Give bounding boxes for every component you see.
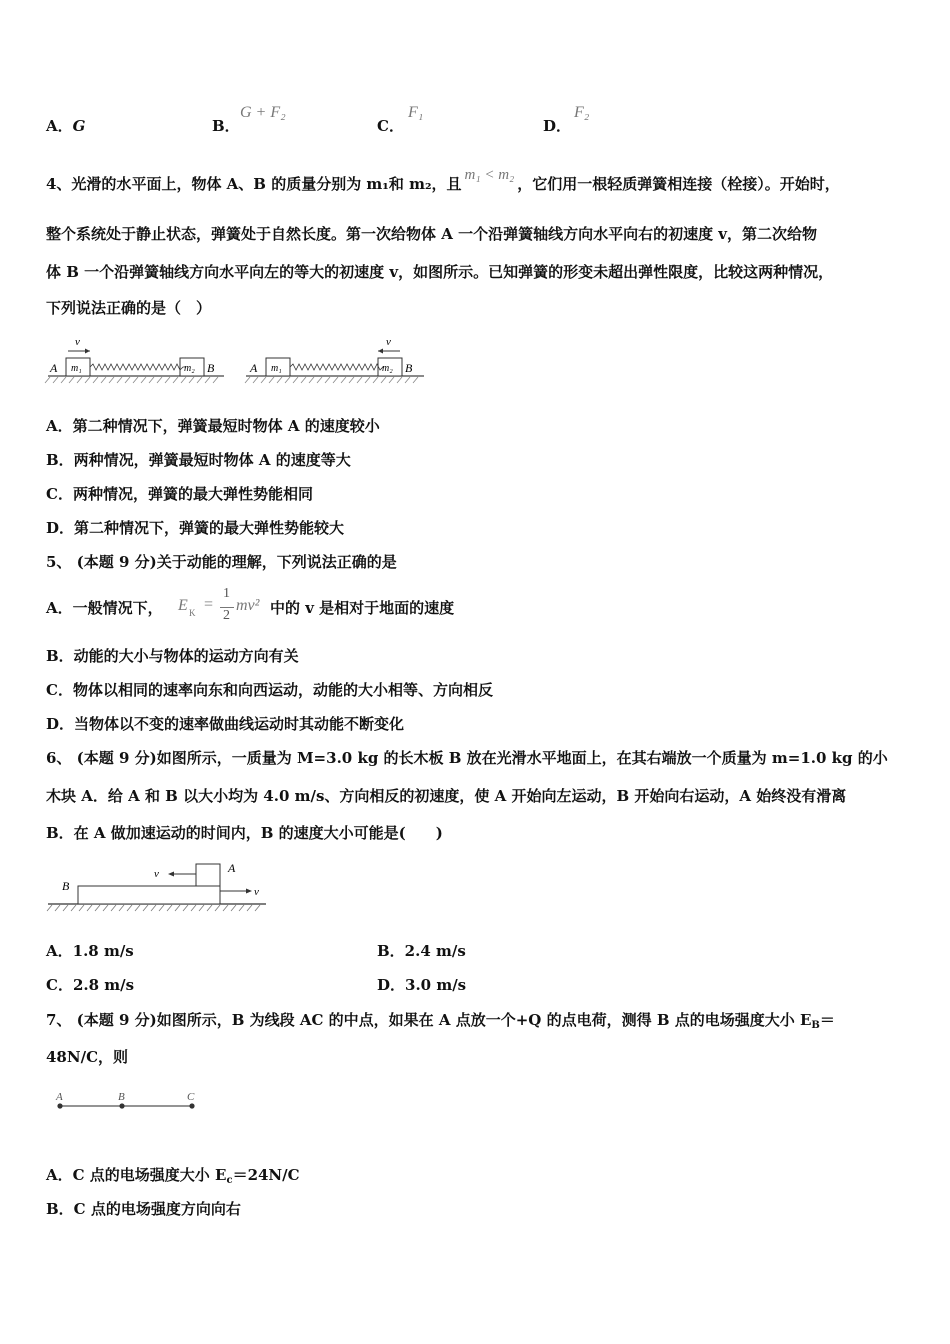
q4-option-c: C．两种情况，弹簧的最大弹性势能相同 [46, 485, 313, 503]
q7-segment-figure [50, 1088, 210, 1118]
q5-option-a: A．一般情况下， [46, 599, 163, 617]
q6-board-figure [44, 856, 270, 914]
q7-option-b: B．C 点的电场强度方向向右 [46, 1200, 241, 1218]
q4-inequality: m₁ < m₂ [464, 167, 515, 183]
q6-fig-label-v-left: v [154, 868, 159, 880]
q3-option-d-formula: F₂ [574, 104, 590, 121]
q7-fig-label-b: B [118, 1091, 125, 1103]
q4-fig2-label-m1: m₁ [271, 363, 282, 374]
q6-option-b: B．2.4 m/s [377, 942, 466, 960]
q6-option-a: A．1.8 m/s [46, 942, 134, 960]
q4-fig2-label-v: v [386, 336, 391, 348]
q4-fig1-label-b: B [207, 361, 215, 375]
q4-option-d: D．第二种情况下，弹簧的最大弹性势能较大 [46, 519, 345, 537]
q5-stem: 5、 (本题 9 分)关于动能的理解，下列说法正确的是 [46, 553, 397, 571]
q5-option-b: B．动能的大小与物体的运动方向有关 [46, 647, 299, 665]
q5-option-d: D．当物体以不变的速率做曲线运动时其动能不断变化 [46, 715, 405, 733]
q5-kinetic-energy-formula: E K = 1 2 mv² [178, 586, 260, 623]
q4-stem-line1: 4、光滑的水平面上，物体 A、B 的质量分别为 m₁和 m₂，且 m₁ < m₂ ，它们用一根轻质弹簧相连接（栓接）。开始时， [46, 167, 840, 193]
q4-fig2-label-b: B [405, 361, 413, 375]
q3-option-d: D． [543, 117, 572, 135]
q5-option-a-tail: 中的 v 是相对于地面的速度 [270, 599, 455, 617]
q7-option-a: A．C 点的电场强度大小 $E_c=24N/C$ [46, 1166, 300, 1186]
q6-fig-label-b: B [62, 879, 70, 893]
q4-fig1-label-v: v [75, 336, 80, 348]
q7-stem-line1: 7、 (本题 9 分)如图所示，B 为线段 AC 的中点，如果在 A 点放一个+Q 的点电荷，测得 B 点的电场强度大小 $E_B=$ [46, 1011, 835, 1031]
q4-option-b: B．两种情况，弹簧最短时物体 A 的速度等大 [46, 451, 351, 469]
q3-option-b-formula: G + F₂ [240, 104, 286, 121]
q7-fig-label-c: C [187, 1091, 195, 1103]
q4-fig2-label-m2: m₂ [382, 363, 393, 374]
q6-stem-line1: 6、 (本题 9 分)如图所示，一质量为 M=3.0 kg 的长木板 B 放在光滑水平地面上，在其右端放一个质量为 m=1.0 kg 的小 [46, 749, 888, 767]
q3-option-a: A．G [46, 117, 86, 135]
q4-stem-line3: 体 B 一个沿弹簧轴线方向水平向左的等大的初速度 v，如图所示。已知弹簧的形变未超出弹性限度，比较这两种情况， [46, 263, 834, 281]
q3-option-b: B． [212, 117, 240, 135]
q4-fig1-label-m1: m₁ [71, 363, 82, 374]
q7-fig-label-a: A [56, 1091, 63, 1103]
q3-option-c-formula: F₁ [408, 104, 424, 121]
q6-stem-line3: B．在 A 做加速运动的时间内，B 的速度大小可能是( ) [46, 824, 443, 842]
q6-option-c: C．2.8 m/s [46, 976, 135, 994]
q3-option-c: C． [377, 117, 404, 135]
q4-fig2-label-a: A [250, 361, 258, 375]
q7-stem-line2: 48N/C，则 [46, 1048, 129, 1066]
q6-option-d: D．3.0 m/s [377, 976, 467, 994]
q4-fig1-label-m2: m₂ [184, 363, 195, 374]
q4-fig1-label-a: A [50, 361, 58, 375]
q6-fig-label-a: A [228, 861, 236, 875]
q4-stem-line4: 下列说法正确的是（ ） [46, 299, 212, 317]
q4-stem-line2: 整个系统处于静止状态，弹簧处于自然长度。第一次给物体 A 一个沿弹簧轴线方向水平向右的初速度 v，第二次给物 [46, 225, 818, 243]
q5-option-c: C．物体以相同的速率向东和向西运动，动能的大小相等、方向相反 [46, 681, 493, 699]
q4-option-a: A．第二种情况下，弹簧最短时物体 A 的速度较小 [46, 417, 380, 435]
q6-fig-label-v-right: v [254, 886, 259, 898]
q6-stem-line2: 木块 A．给 A 和 B 以大小均为 4.0 m/s、方向相反的初速度，使 A 开始向左运动，B 开始向右运动，A 始终没有滑离 [46, 787, 847, 805]
q4-spring-figure [44, 330, 434, 388]
